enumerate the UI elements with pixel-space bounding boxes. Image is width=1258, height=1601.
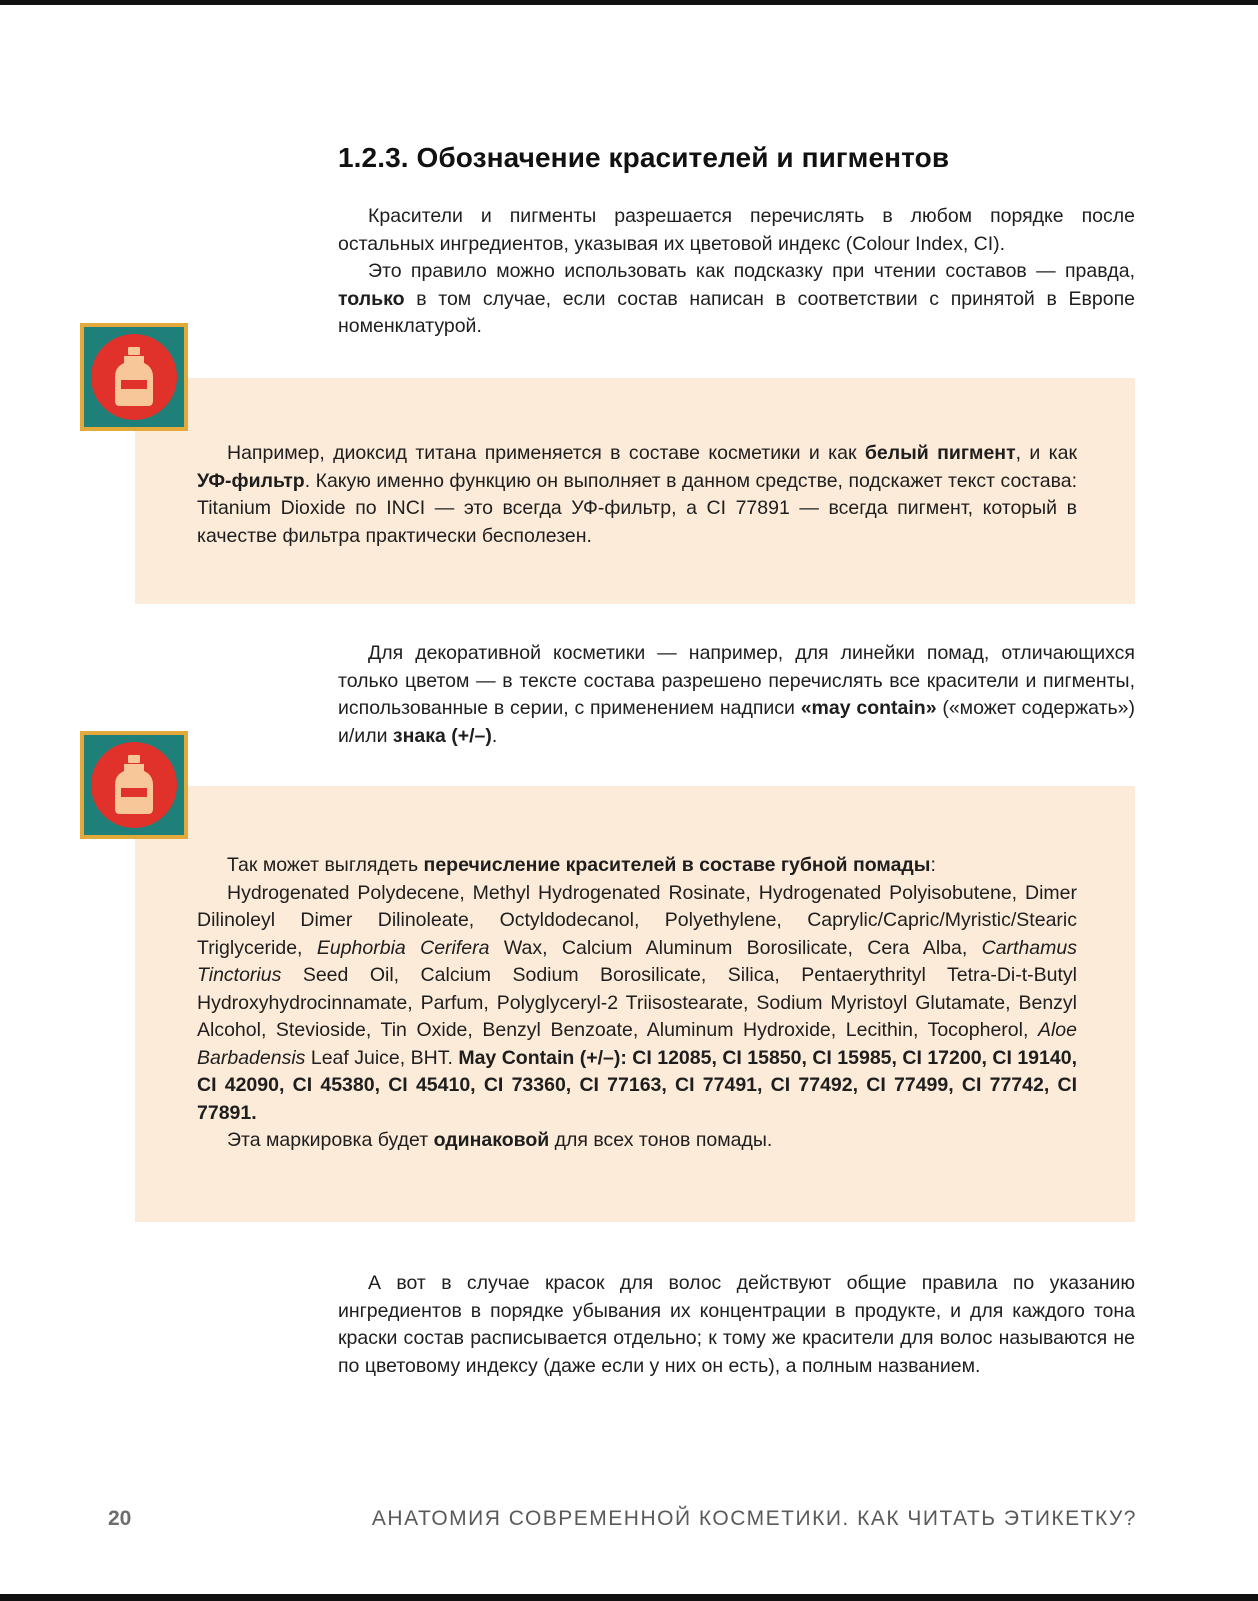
note-box-titanium (135, 378, 1135, 604)
note-text-lipstick (197, 852, 1077, 1155)
lipstick-ingredients: Hydrogenated Polydecene, Methyl Hydrogenated Rosinate, Hydrogenated Polyisobutene, Dimer Dilinoleyl Dimer Dilinoleate, Octyldodecanol, Polyethylene, Caprylic/Capric/Myristic/Stearic Triglyceride, Euphorbia Cerifera Wax, Calcium Aluminum Borosilicate, Cera Alba, Carthamus Tinctorius Seed Oil, Calcium Sodium Borosilicate, Silica, Pentaerythrityl Tetra-Di-t-Butyl Hydroxyhydrocinnamate, Parfum, Polyglyceryl-2 Triisostearate, Sodium Myristoyl Glutamate, Benzyl Alcohol, Stevioside, Tin Oxide, Benzyl Benzoate, Aluminum Hydroxide, Lecithin, Tocopherol, Aloe Barbadensis Leaf Juice, BHT. May Contain (+/–): CI 12085, CI 15850, CI 15985, CI 17200, CI 19140, CI 42090, CI 45380, CI 45410, CI 73360, CI 77163, CI 77491, CI 77492, CI 77499, CI 77742, CI 77891. (197, 881, 1077, 1124)
intro-paragraph-2: Это правило можно использовать как подсказку при чтении составов — правда, только в том случае, если состав написан в соответствии с принятой в Европе номенклатурой. (338, 260, 1135, 337)
running-title: АНАТОМИЯ СОВРЕМЕННОЙ КОСМЕТИКИ. КАК ЧИТАТЬ ЭТИКЕТКУ? (371, 1507, 1137, 1530)
hair-dye-text: А вот в случае красок для волос действуют общие правила по указанию ингредиентов в порядке убывания их концентрации в продукте, и для каждого тона краски состав расписывается отдельно; к тому же красители для волос называются не по цветовому индексу (даже если у них он есть), а полным названием. (338, 1272, 1135, 1377)
bottom-border-rule (0, 1594, 1258, 1601)
top-border-rule (0, 0, 1258, 5)
page-number: 20 (108, 1507, 132, 1530)
intro-text (338, 203, 1135, 341)
lipstick-tail: Эта маркировка будет одинаковой для всех тонов помады. (227, 1129, 773, 1151)
note-text-titanium: Например, диоксид титана применяется в составе косметики и как белый пигмент, и как УФ-фильтр. Какую именно функцию он выполняет в данном средстве, подскажет текст состава: Titanium Dioxide по INCI — это всегда УФ-фильтр, а CI 77891 — всегда пигмент, который в качестве фильтра практически бесполезен. (197, 442, 1077, 547)
decorative-cosmetics-text: Для декоративной косметики — например, для линейки помад, отличающихся только цветом — в тексте состава разрешено перечислять все красители и пигменты, использованные в серии, с применением надписи «may contain» («может содержать») и/или знака (+/–). (338, 642, 1135, 747)
cosmetic-bottle-icon (80, 323, 188, 431)
section-title: 1.2.3. Обозначение красителей и пигментов (338, 142, 950, 173)
lipstick-lead: Так может выглядеть перечисление красителей в составе губной помады: (227, 854, 936, 876)
note-box-lipstick (135, 786, 1135, 1222)
cosmetic-bottle-icon (80, 731, 188, 839)
intro-paragraph-1: Красители и пигменты разрешается перечислять в любом порядке после остальных ингредиентов, указывая их цветовой индекс (Colour Index, CI). (338, 205, 1135, 255)
